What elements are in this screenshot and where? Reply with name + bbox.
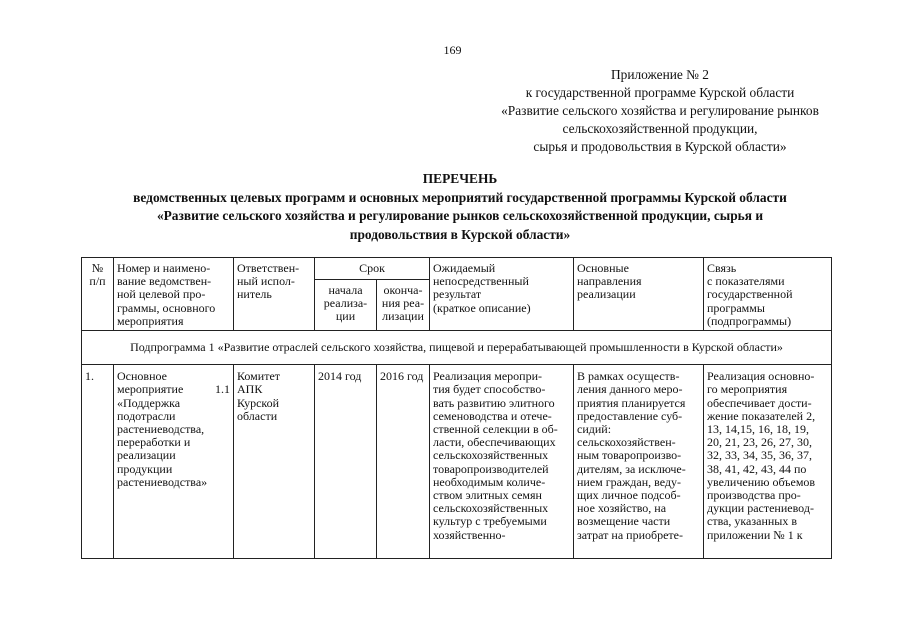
header-link-line: с показателями <box>707 274 785 289</box>
title-line: ведомственных целевых программ и основных мероприятий государственной программы Курской области <box>133 189 787 205</box>
header-result-line: Ожидаемый <box>433 261 496 275</box>
header-term: Срок <box>315 258 430 280</box>
row-result-line: семеноводства и отече- <box>433 408 552 423</box>
row-link-line: ства, указанных в <box>707 514 798 529</box>
row-start: 2014 год <box>315 365 377 559</box>
row-directions <box>574 365 704 559</box>
header-name-line: ной целевой про- <box>117 287 206 302</box>
header-name <box>114 258 234 331</box>
row-name-line: растениеводства, <box>117 422 205 437</box>
header-end-line: лизации <box>382 309 424 324</box>
header-num-line: п/п <box>89 274 106 289</box>
row-directions-line: возмещение части <box>577 514 671 529</box>
subprogram-row <box>82 331 832 365</box>
row-link-line: Реализация основно- <box>707 369 815 384</box>
row-directions-line: нием граждан, веду- <box>577 474 682 489</box>
table-row <box>82 365 832 559</box>
row-name-line: продукции <box>117 461 173 476</box>
header-directions-line: направления <box>577 274 642 289</box>
row-result-line: вать развитию элитного <box>433 395 555 410</box>
document-title <box>60 170 860 244</box>
appendix-line: к государственной программе Курской области <box>525 85 795 100</box>
header-directions <box>574 258 704 331</box>
row-result-line: сельскохозяйственных <box>433 501 549 516</box>
row-result-line: культур с требуемыми <box>433 514 547 529</box>
row-directions-line: В рамках осуществ- <box>577 369 680 384</box>
header-start-line: ции <box>335 309 356 324</box>
program-table <box>81 257 832 559</box>
row-responsible-line: области <box>237 408 278 423</box>
row-responsible-line: АПК <box>237 382 263 397</box>
row-link-line: жение показателей 2, <box>707 408 816 423</box>
header-responsible-line: Ответствен- <box>237 261 300 275</box>
appendix-line: сельскохозяйственной продукции, <box>562 121 758 136</box>
header-link-line: Связь <box>707 261 737 275</box>
title-heading: ПЕРЕЧЕНЬ <box>422 171 498 186</box>
row-num: 1. <box>82 365 114 559</box>
header-end <box>377 280 430 331</box>
header-link-line: (подпрограммы) <box>707 313 792 328</box>
title-line: «Развитие сельского хозяйства и регулирование рынков сельскохозяйственной продукции, сырья и <box>156 208 764 223</box>
row-directions-line: ным товаропроизво- <box>577 448 682 463</box>
header-num <box>82 258 114 331</box>
row-result-line: ласти, обеспечивающих <box>433 435 556 450</box>
header-name-line: Номер и наимено- <box>117 261 211 275</box>
row-responsible-line: Комитет <box>237 369 281 384</box>
row-link-line: производства про- <box>707 488 801 503</box>
row-directions-line: ное хозяйство, на <box>577 501 667 516</box>
header-num-line: № <box>91 261 104 275</box>
header-name-line: вание ведомствен- <box>117 274 212 289</box>
header-result-line: (краткое описание) <box>433 300 531 315</box>
row-result <box>430 365 574 559</box>
row-directions-line: сидий: <box>577 422 612 437</box>
row-result-line: необходимым количе- <box>433 474 546 489</box>
row-directions-line: затрат на приобрете- <box>577 527 683 542</box>
row-name-line: растениеводства» <box>117 474 208 489</box>
header-end-line: оконча- <box>383 283 423 298</box>
header-start-line: реализа- <box>323 296 368 311</box>
header-name-line: граммы, основного <box>117 300 216 315</box>
row-result-line: тия будет способство- <box>433 382 546 397</box>
header-name-line: мероприятия <box>117 313 184 328</box>
header-row <box>82 258 832 280</box>
header-directions-line: Основные <box>577 261 629 275</box>
header-end-line: ния реа- <box>381 296 425 311</box>
row-name-line: реализации <box>117 448 176 463</box>
row-name-line: подотрасли <box>117 408 176 423</box>
appendix-line: Приложение № 2 <box>610 67 710 82</box>
appendix-header <box>440 66 880 156</box>
header-link <box>704 258 832 331</box>
row-link-line: 32, 33, 34, 35, 36, 37, <box>707 448 812 463</box>
header-responsible-line: нитель <box>237 287 272 302</box>
row-directions-line: ления данного меро- <box>577 382 683 397</box>
header-responsible-line: ный испол- <box>237 274 295 289</box>
row-link-line: 20, 21, 23, 26, 27, 30, <box>707 435 812 450</box>
row-link-line: 13, 14,15, 16, 18, 19, <box>707 422 809 437</box>
row-name-line <box>117 383 230 396</box>
row-name <box>114 365 234 559</box>
row-directions-line: приятия планируется <box>577 395 686 410</box>
row-responsible-line: Курской <box>237 395 280 410</box>
row-directions-line: сельскохозяйствен- <box>577 435 676 450</box>
row-name-line: переработки и <box>117 435 191 450</box>
header-directions-line: реализации <box>577 287 636 302</box>
row-result-line: хозяйственно- <box>433 527 506 542</box>
page-number: 169 <box>443 43 462 57</box>
row-link-line: приложении № 1 к <box>707 527 803 542</box>
header-result <box>430 258 574 331</box>
row-name-code: 1.1 <box>215 382 230 397</box>
header-link-line: государственной <box>707 287 793 302</box>
row-name-word: мероприятие <box>117 382 184 397</box>
row-end: 2016 год <box>377 365 430 559</box>
appendix-line: сырья и продовольствия в Курской области» <box>533 139 787 154</box>
header-start <box>315 280 377 331</box>
subprogram-title: Подпрограмма 1 «Развитие отраслей сельского хозяйства, пищевой и перерабатывающей промышленности в Курской области» <box>82 331 832 365</box>
header-result-line: результат <box>433 287 482 302</box>
row-name-line: Основное <box>117 369 167 384</box>
row-result-line: ственной селекции в об- <box>433 422 558 437</box>
row-result-line: ством элитных семян <box>433 488 542 503</box>
row-responsible <box>234 365 315 559</box>
row-link-line: обеспечивает дости- <box>707 395 812 410</box>
row-link-line: го мероприятия <box>707 382 788 397</box>
header-result-line: непосредственный <box>433 274 529 289</box>
header-start-line: начала <box>328 283 363 298</box>
header-responsible <box>234 258 315 331</box>
row-result-line: Реализация меропри- <box>433 369 543 384</box>
row-result-line: сельскохозяйственных <box>433 448 549 463</box>
row-link-line: дукции растениевод- <box>707 501 814 516</box>
title-line: продовольствия в Курской области» <box>349 226 571 242</box>
header-link-line: программы <box>707 300 765 315</box>
row-directions-line: дителям, за исключе- <box>577 461 686 476</box>
row-result-line: товаропроизводителей <box>433 461 549 476</box>
row-link-line: увеличению объемов <box>707 474 816 489</box>
row-link-line: 38, 41, 42, 43, 44 по <box>707 461 807 476</box>
row-directions-line: щих личное подсоб- <box>577 488 681 503</box>
appendix-line: «Развитие сельского хозяйства и регулирование рынков <box>501 103 819 118</box>
row-directions-line: предоставление суб- <box>577 408 683 423</box>
row-link <box>704 365 832 559</box>
row-name-line: «Поддержка <box>117 395 181 410</box>
